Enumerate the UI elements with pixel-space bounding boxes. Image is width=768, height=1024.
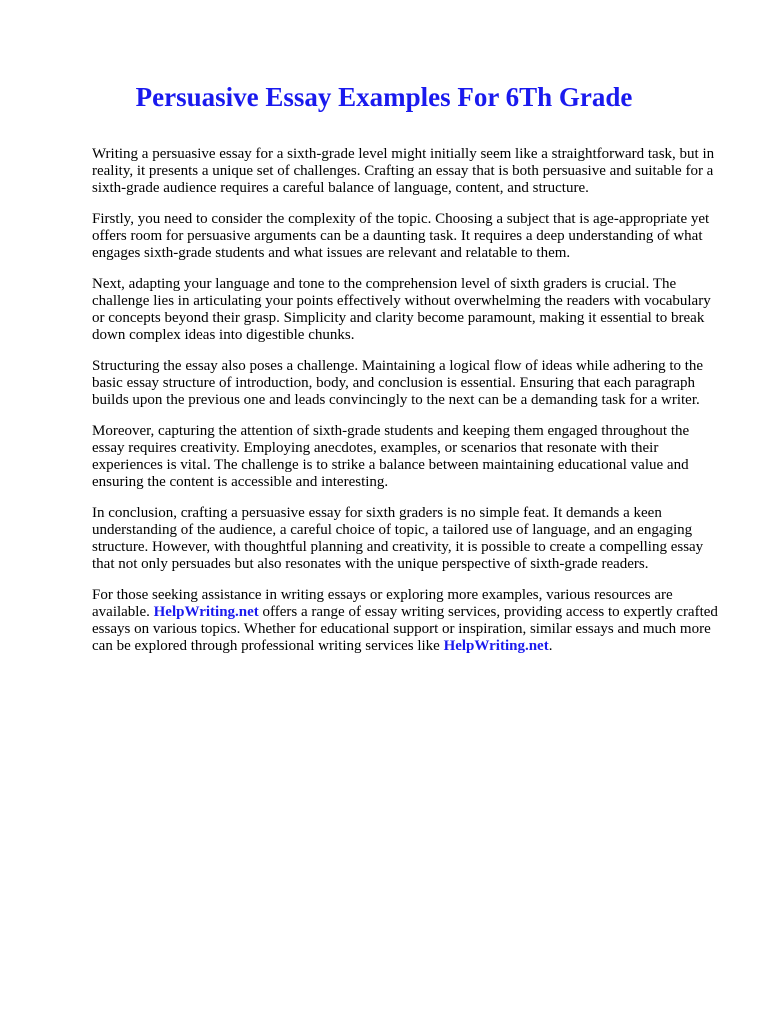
essay-body [92, 146, 722, 669]
paragraph-6: In conclusion, crafting a persuasive essay for sixth graders is no simple feat. It demands a keen understanding of the audience, a careful choice of topic, a tailored use of language, and an engaging structure. However, with thoughtful planning and creativity, it is possible to create a compelling essay that not only persuades but also resonates with the unique perspective of sixth-grade readers. [92, 505, 704, 572]
paragraph-4: Structuring the essay also poses a challenge. Maintaining a logical flow of ideas while adhering to the basic essay structure of introduction, body, and conclusion is essential. Ensuring that each paragraph builds upon the previous one and leads convincingly to the next can be a demanding task for a writer. [92, 358, 704, 408]
paragraph-7-text-2: offers a range of essay writing services, providing access to expertly crafted essays on various topics. Whether for educational support or inspiration, similar essays and much more can be explored through professional writing services like [92, 604, 718, 654]
paragraph-5: Moreover, capturing the attention of sixth-grade students and keeping them engaged throughout the essay requires creativity. Employing anecdotes, examples, or scenarios that resonate with their experiences is vital. The challenge is to strike a balance between maintaining educational value and ensuring the content is accessible and interesting. [92, 423, 690, 490]
paragraph-2: Firstly, you need to consider the complexity of the topic. Choosing a subject that is age-appropriate yet offers room for persuasive arguments can be a daunting task. It requires a deep understanding of what engages sixth-grade students and what issues are relevant and relatable to them. [92, 211, 710, 261]
helpwriting-link-2[interactable]: HelpWriting.net [443, 638, 549, 654]
paragraph-7-text-1: For those seeking assistance in writing essays or exploring more examples, various resources are available. [92, 587, 673, 620]
paragraph-7 [92, 587, 722, 655]
page-title: Persuasive Essay Examples For 6Th Grade [135, 82, 633, 112]
paragraph-3: Next, adapting your language and tone to the comprehension level of sixth graders is crucial. The challenge lies in articulating your points effectively without overwhelming the readers with vocabulary or concepts beyond their grasp. Simplicity and clarity become paramount, making it essential to break down complex ideas into digestible chunks. [92, 276, 711, 343]
paragraph-1: Writing a persuasive essay for a sixth-grade level might initially seem like a straightforward task, but in reality, it presents a unique set of challenges. Crafting an essay that is both persuasive and suitable for a sixth-grade audience requires a careful balance of language, content, and structure. [92, 146, 715, 196]
paragraph-7-text-3: . [548, 638, 553, 654]
helpwriting-link-1[interactable]: HelpWriting.net [153, 604, 259, 620]
